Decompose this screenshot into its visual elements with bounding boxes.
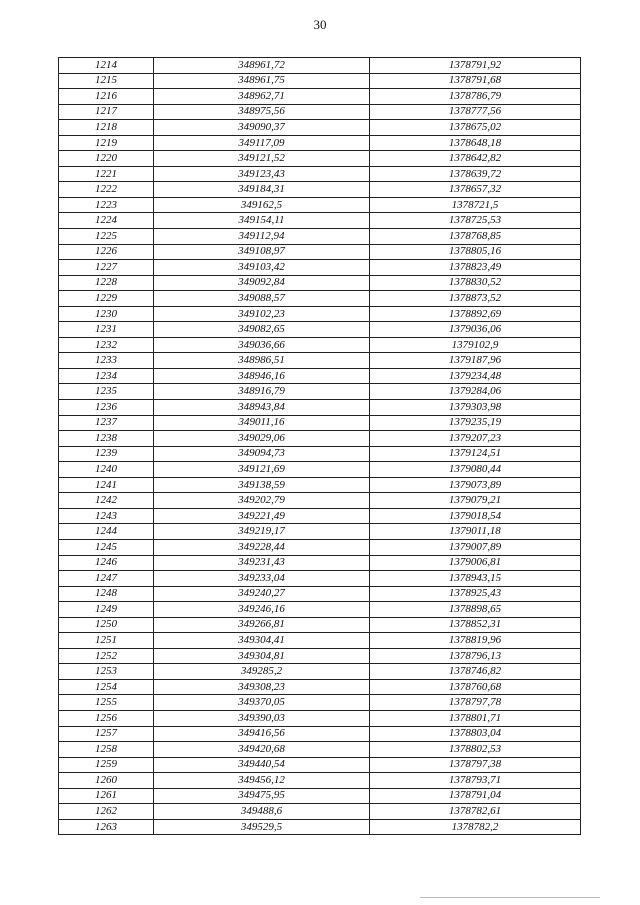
coordinates-table <box>58 57 581 835</box>
y-coordinate-cell: 1378791,92 <box>370 58 581 74</box>
x-coordinate-cell: 349304,41 <box>154 633 370 649</box>
table-row <box>59 586 581 602</box>
point-number-cell: 1233 <box>59 353 154 369</box>
x-coordinate-cell: 349082,65 <box>154 322 370 338</box>
point-number-cell: 1263 <box>59 819 154 835</box>
table-row <box>59 197 581 213</box>
table-row <box>59 306 581 322</box>
table-row <box>59 602 581 618</box>
table-row <box>59 695 581 711</box>
table-row <box>59 120 581 136</box>
x-coordinate-cell: 349416,56 <box>154 726 370 742</box>
table-row <box>59 260 581 276</box>
table-row <box>59 788 581 804</box>
table-row <box>59 804 581 820</box>
x-coordinate-cell: 349162,5 <box>154 197 370 213</box>
x-coordinate-cell: 349102,23 <box>154 306 370 322</box>
y-coordinate-cell: 1378782,61 <box>370 804 581 820</box>
point-number-cell: 1245 <box>59 539 154 555</box>
table-row <box>59 400 581 416</box>
y-coordinate-cell: 1379073,89 <box>370 477 581 493</box>
x-coordinate-cell: 349108,97 <box>154 244 370 260</box>
point-number-cell: 1220 <box>59 151 154 167</box>
x-coordinate-cell: 348943,84 <box>154 400 370 416</box>
y-coordinate-cell: 1379036,06 <box>370 322 581 338</box>
y-coordinate-cell: 1378802,53 <box>370 742 581 758</box>
x-coordinate-cell: 349529,5 <box>154 819 370 835</box>
x-coordinate-cell: 349154,11 <box>154 213 370 229</box>
x-coordinate-cell: 348961,72 <box>154 58 370 74</box>
x-coordinate-cell: 349092,84 <box>154 275 370 291</box>
y-coordinate-cell: 1378657,32 <box>370 182 581 198</box>
x-coordinate-cell: 348975,56 <box>154 104 370 120</box>
x-coordinate-cell: 349029,06 <box>154 431 370 447</box>
table-row <box>59 229 581 245</box>
point-number-cell: 1215 <box>59 73 154 89</box>
point-number-cell: 1223 <box>59 197 154 213</box>
x-coordinate-cell: 348962,71 <box>154 89 370 105</box>
table-row <box>59 275 581 291</box>
table-row <box>59 664 581 680</box>
point-number-cell: 1219 <box>59 135 154 151</box>
point-number-cell: 1228 <box>59 275 154 291</box>
y-coordinate-cell: 1379234,48 <box>370 368 581 384</box>
page-number: 30 <box>313 17 327 32</box>
point-number-cell: 1238 <box>59 431 154 447</box>
x-coordinate-cell: 349370,05 <box>154 695 370 711</box>
point-number-cell: 1222 <box>59 182 154 198</box>
table-row <box>59 493 581 509</box>
point-number-cell: 1247 <box>59 571 154 587</box>
table-row <box>59 431 581 447</box>
point-number-cell: 1246 <box>59 555 154 571</box>
x-coordinate-cell: 349011,16 <box>154 415 370 431</box>
x-coordinate-cell: 349266,81 <box>154 617 370 633</box>
y-coordinate-cell: 1378943,15 <box>370 571 581 587</box>
y-coordinate-cell: 1378819,96 <box>370 633 581 649</box>
x-coordinate-cell: 348961,75 <box>154 73 370 89</box>
y-coordinate-cell: 1379018,54 <box>370 508 581 524</box>
point-number-cell: 1234 <box>59 368 154 384</box>
table-row <box>59 757 581 773</box>
x-coordinate-cell: 349246,16 <box>154 602 370 618</box>
x-coordinate-cell: 349094,73 <box>154 446 370 462</box>
point-number-cell: 1244 <box>59 524 154 540</box>
table-row <box>59 462 581 478</box>
table-row <box>59 151 581 167</box>
x-coordinate-cell: 348916,79 <box>154 384 370 400</box>
y-coordinate-cell: 1378925,43 <box>370 586 581 602</box>
table-row <box>59 384 581 400</box>
point-number-cell: 1214 <box>59 58 154 74</box>
x-coordinate-cell: 349308,23 <box>154 679 370 695</box>
y-coordinate-cell: 1379187,96 <box>370 353 581 369</box>
x-coordinate-cell: 349221,49 <box>154 508 370 524</box>
x-coordinate-cell: 349219,17 <box>154 524 370 540</box>
point-number-cell: 1256 <box>59 710 154 726</box>
table-row <box>59 819 581 835</box>
x-coordinate-cell: 349121,69 <box>154 462 370 478</box>
point-number-cell: 1230 <box>59 306 154 322</box>
x-coordinate-cell: 349390,03 <box>154 710 370 726</box>
point-number-cell: 1254 <box>59 679 154 695</box>
point-number-cell: 1232 <box>59 337 154 353</box>
y-coordinate-cell: 1378791,04 <box>370 788 581 804</box>
table-row <box>59 773 581 789</box>
table-row <box>59 617 581 633</box>
point-number-cell: 1227 <box>59 260 154 276</box>
point-number-cell: 1216 <box>59 89 154 105</box>
y-coordinate-cell: 1379006,81 <box>370 555 581 571</box>
y-coordinate-cell: 1378791,68 <box>370 73 581 89</box>
y-coordinate-cell: 1379303,98 <box>370 400 581 416</box>
y-coordinate-cell: 1378805,16 <box>370 244 581 260</box>
x-coordinate-cell: 349240,27 <box>154 586 370 602</box>
table-row <box>59 89 581 105</box>
y-coordinate-cell: 1378648,18 <box>370 135 581 151</box>
x-coordinate-cell: 349090,37 <box>154 120 370 136</box>
point-number-cell: 1249 <box>59 602 154 618</box>
y-coordinate-cell: 1378793,71 <box>370 773 581 789</box>
table-row <box>59 571 581 587</box>
point-number-cell: 1262 <box>59 804 154 820</box>
point-number-cell: 1242 <box>59 493 154 509</box>
x-coordinate-cell: 348986,51 <box>154 353 370 369</box>
point-number-cell: 1237 <box>59 415 154 431</box>
point-number-cell: 1259 <box>59 757 154 773</box>
y-coordinate-cell: 1379011,18 <box>370 524 581 540</box>
table-row <box>59 166 581 182</box>
point-number-cell: 1225 <box>59 229 154 245</box>
table-row <box>59 555 581 571</box>
table-row <box>59 524 581 540</box>
y-coordinate-cell: 1378852,31 <box>370 617 581 633</box>
y-coordinate-cell: 1379235,19 <box>370 415 581 431</box>
y-coordinate-cell: 1378675,02 <box>370 120 581 136</box>
y-coordinate-cell: 1378725,53 <box>370 213 581 229</box>
point-number-cell: 1226 <box>59 244 154 260</box>
x-coordinate-cell: 349036,66 <box>154 337 370 353</box>
y-coordinate-cell: 1378777,56 <box>370 104 581 120</box>
x-coordinate-cell: 349121,52 <box>154 151 370 167</box>
point-number-cell: 1221 <box>59 166 154 182</box>
y-coordinate-cell: 1378873,52 <box>370 291 581 307</box>
table-row <box>59 213 581 229</box>
point-number-cell: 1252 <box>59 648 154 664</box>
x-coordinate-cell: 349233,04 <box>154 571 370 587</box>
table-row <box>59 58 581 74</box>
point-number-cell: 1236 <box>59 400 154 416</box>
table-row <box>59 291 581 307</box>
table-row <box>59 182 581 198</box>
y-coordinate-cell: 1379080,44 <box>370 462 581 478</box>
x-coordinate-cell: 348946,16 <box>154 368 370 384</box>
y-coordinate-cell: 1378639,72 <box>370 166 581 182</box>
table-row <box>59 73 581 89</box>
y-coordinate-cell: 1379007,89 <box>370 539 581 555</box>
point-number-cell: 1240 <box>59 462 154 478</box>
y-coordinate-cell: 1379124,51 <box>370 446 581 462</box>
table-row <box>59 104 581 120</box>
table-row <box>59 508 581 524</box>
x-coordinate-cell: 349456,12 <box>154 773 370 789</box>
y-coordinate-cell: 1378797,38 <box>370 757 581 773</box>
y-coordinate-cell: 1378721,5 <box>370 197 581 213</box>
table-row <box>59 648 581 664</box>
y-coordinate-cell: 1378642,82 <box>370 151 581 167</box>
point-number-cell: 1241 <box>59 477 154 493</box>
x-coordinate-cell: 349202,79 <box>154 493 370 509</box>
x-coordinate-cell: 349231,43 <box>154 555 370 571</box>
y-coordinate-cell: 1378746,82 <box>370 664 581 680</box>
point-number-cell: 1253 <box>59 664 154 680</box>
table-row <box>59 244 581 260</box>
y-coordinate-cell: 1378797,78 <box>370 695 581 711</box>
point-number-cell: 1260 <box>59 773 154 789</box>
y-coordinate-cell: 1378830,52 <box>370 275 581 291</box>
page-bottom-line <box>420 897 600 898</box>
point-number-cell: 1248 <box>59 586 154 602</box>
table-row <box>59 446 581 462</box>
table-row <box>59 368 581 384</box>
point-number-cell: 1250 <box>59 617 154 633</box>
point-number-cell: 1261 <box>59 788 154 804</box>
y-coordinate-cell: 1378898,65 <box>370 602 581 618</box>
table-row <box>59 633 581 649</box>
x-coordinate-cell: 349103,42 <box>154 260 370 276</box>
table-row <box>59 135 581 151</box>
x-coordinate-cell: 349475,95 <box>154 788 370 804</box>
point-number-cell: 1257 <box>59 726 154 742</box>
table-row <box>59 726 581 742</box>
point-number-cell: 1231 <box>59 322 154 338</box>
y-coordinate-cell: 1379079,21 <box>370 493 581 509</box>
table-row <box>59 415 581 431</box>
point-number-cell: 1224 <box>59 213 154 229</box>
table-row <box>59 710 581 726</box>
y-coordinate-cell: 1378796,13 <box>370 648 581 664</box>
x-coordinate-cell: 349440,54 <box>154 757 370 773</box>
point-number-cell: 1258 <box>59 742 154 758</box>
x-coordinate-cell: 349228,44 <box>154 539 370 555</box>
table-row <box>59 337 581 353</box>
x-coordinate-cell: 349088,57 <box>154 291 370 307</box>
y-coordinate-cell: 1378801,71 <box>370 710 581 726</box>
point-number-cell: 1218 <box>59 120 154 136</box>
point-number-cell: 1255 <box>59 695 154 711</box>
y-coordinate-cell: 1378823,49 <box>370 260 581 276</box>
x-coordinate-cell: 349420,68 <box>154 742 370 758</box>
x-coordinate-cell: 349285,2 <box>154 664 370 680</box>
y-coordinate-cell: 1379207,23 <box>370 431 581 447</box>
point-number-cell: 1243 <box>59 508 154 524</box>
y-coordinate-cell: 1379284,06 <box>370 384 581 400</box>
point-number-cell: 1251 <box>59 633 154 649</box>
x-coordinate-cell: 349112,94 <box>154 229 370 245</box>
point-number-cell: 1229 <box>59 291 154 307</box>
table-row <box>59 539 581 555</box>
x-coordinate-cell: 349304,81 <box>154 648 370 664</box>
y-coordinate-cell: 1379102,9 <box>370 337 581 353</box>
table-row <box>59 679 581 695</box>
x-coordinate-cell: 349138,59 <box>154 477 370 493</box>
x-coordinate-cell: 349123,43 <box>154 166 370 182</box>
table-row <box>59 477 581 493</box>
x-coordinate-cell: 349184,31 <box>154 182 370 198</box>
x-coordinate-cell: 349488,6 <box>154 804 370 820</box>
table-row <box>59 322 581 338</box>
y-coordinate-cell: 1378786,79 <box>370 89 581 105</box>
y-coordinate-cell: 1378803,04 <box>370 726 581 742</box>
point-number-cell: 1217 <box>59 104 154 120</box>
point-number-cell: 1235 <box>59 384 154 400</box>
x-coordinate-cell: 349117,09 <box>154 135 370 151</box>
y-coordinate-cell: 1378782,2 <box>370 819 581 835</box>
y-coordinate-cell: 1378892,69 <box>370 306 581 322</box>
coordinates-table-body <box>59 58 581 835</box>
table-row <box>59 742 581 758</box>
y-coordinate-cell: 1378760,68 <box>370 679 581 695</box>
table-row <box>59 353 581 369</box>
y-coordinate-cell: 1378768,85 <box>370 229 581 245</box>
point-number-cell: 1239 <box>59 446 154 462</box>
